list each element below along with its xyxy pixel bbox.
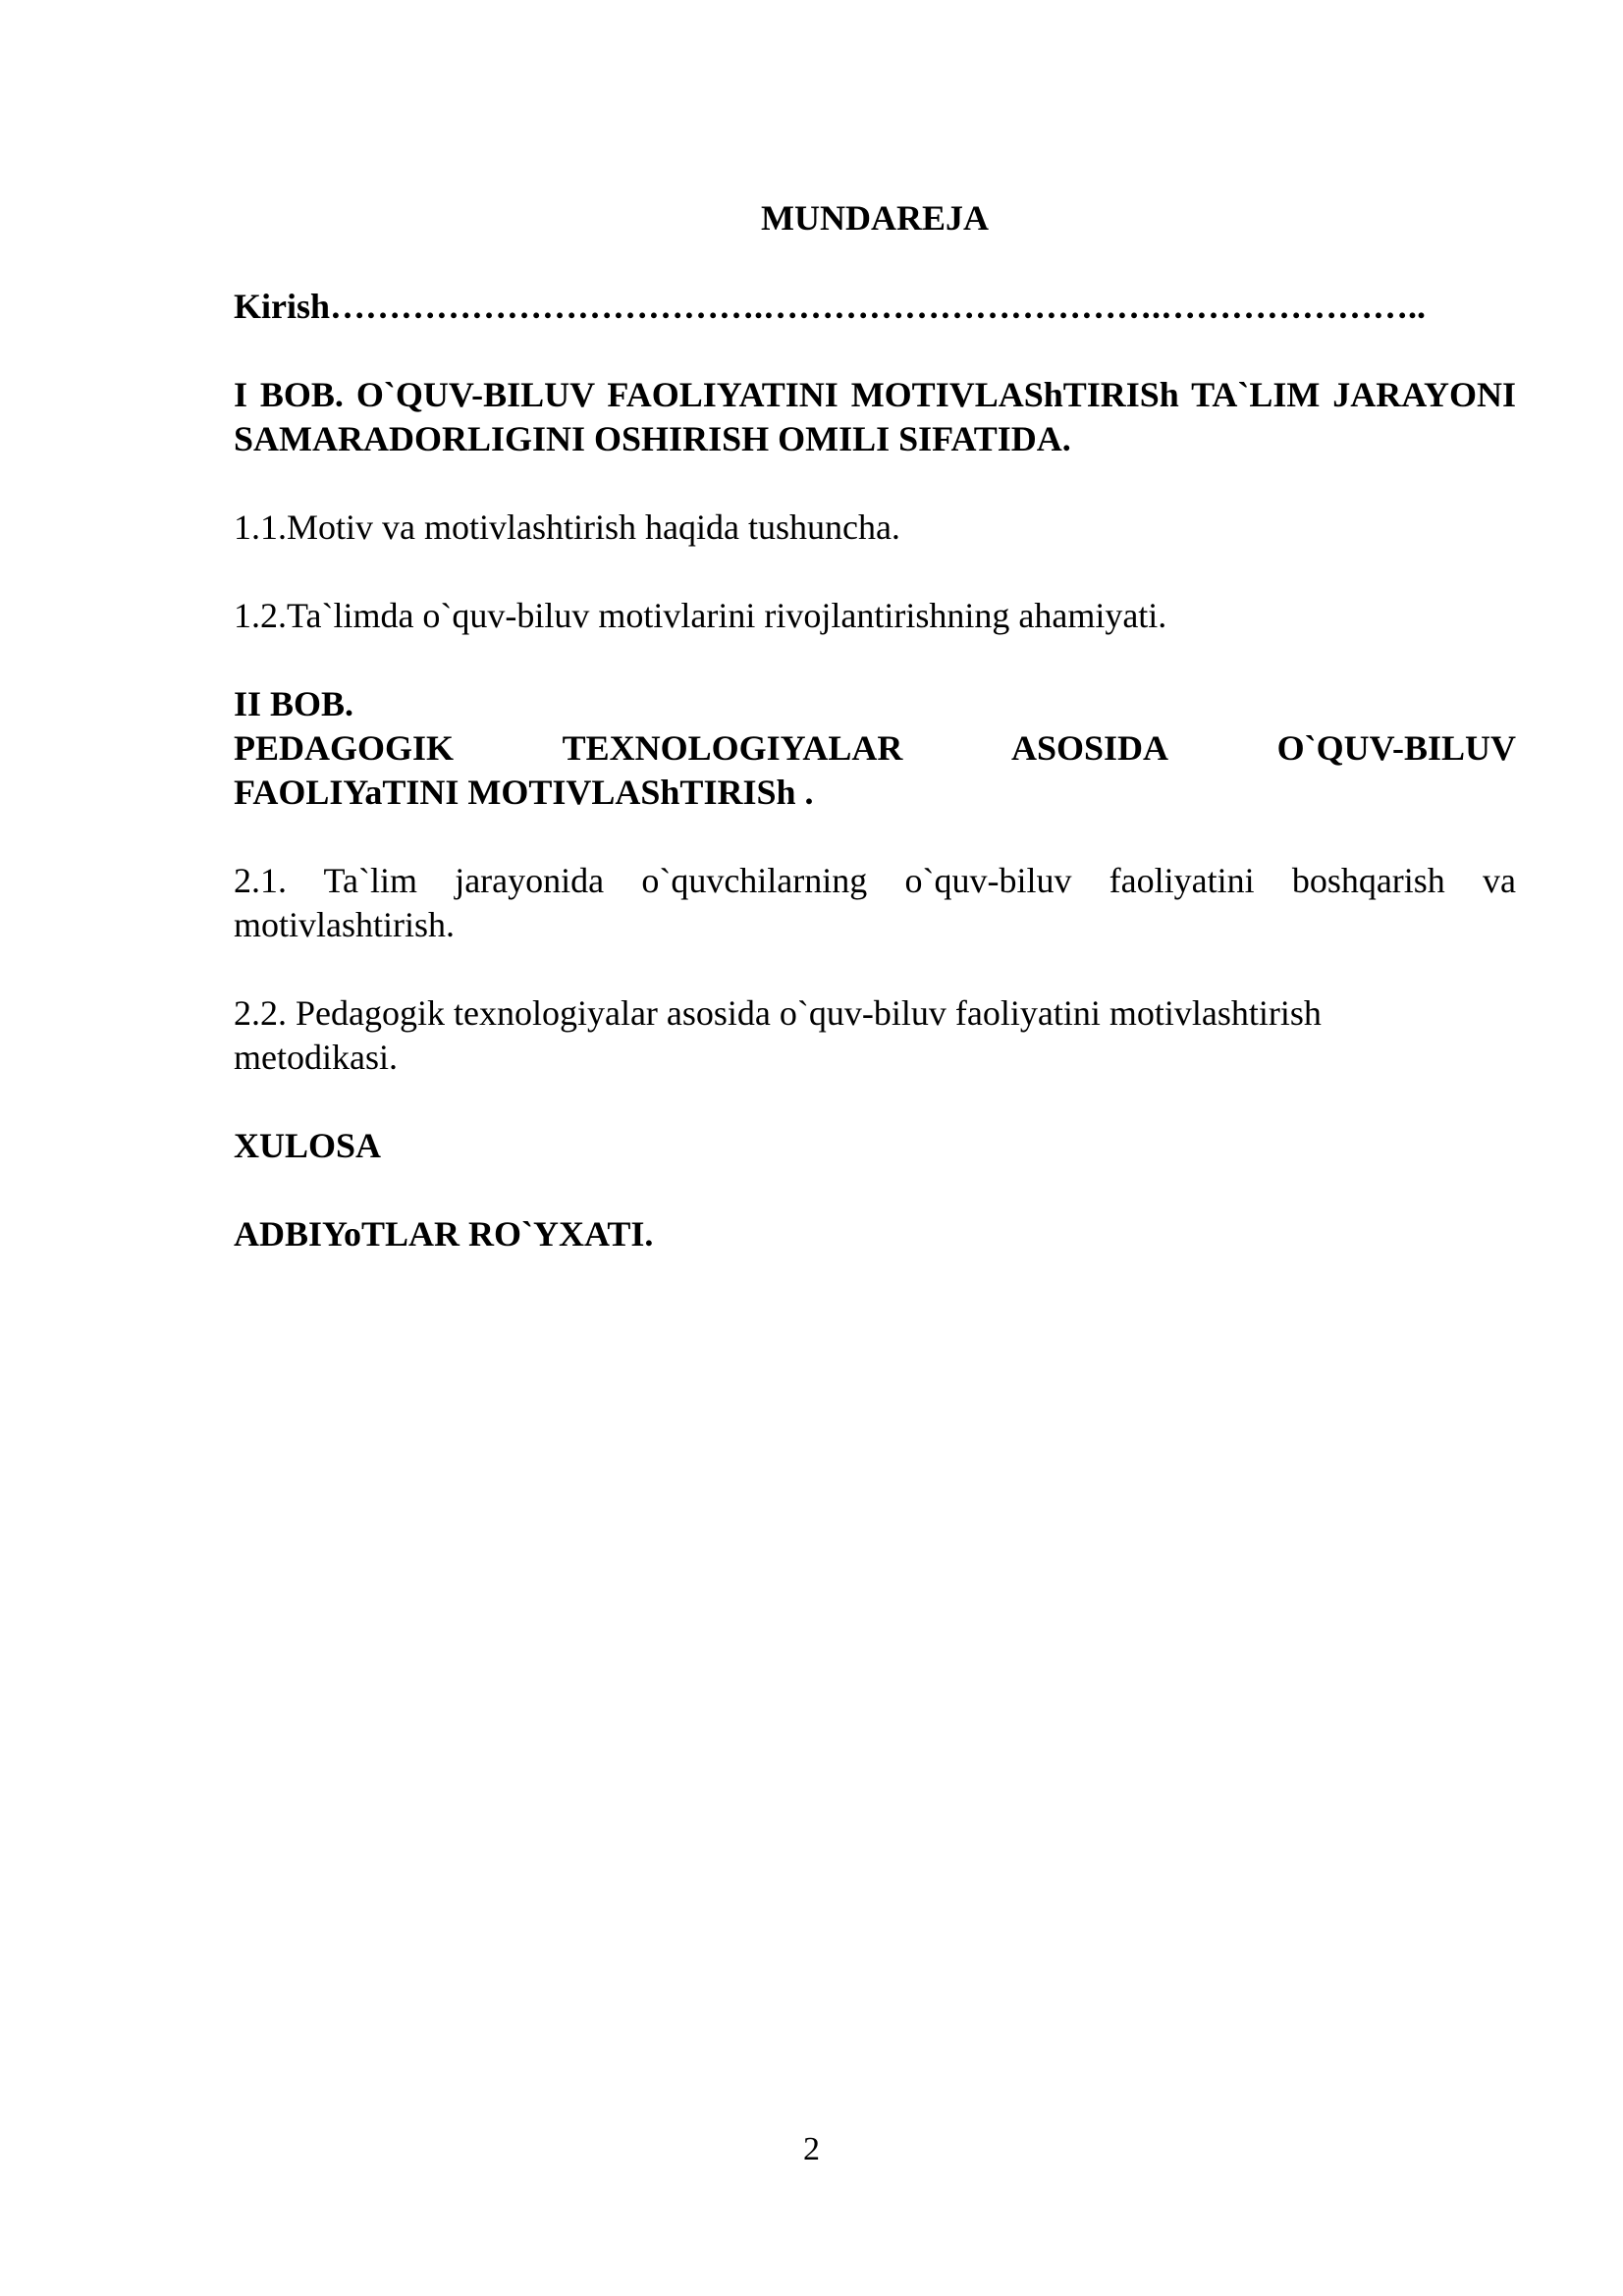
toc-chapter-2-word: O`QUV-BILUV <box>1276 728 1516 768</box>
toc-section-2-2-line1: 2.2. Pedagogik texnologiyalar asosida o`quv-biluv faoliyatini motivlashtirish <box>234 993 1322 1033</box>
toc-entry-xulosa: XULOSA <box>234 1126 382 1165</box>
table-of-contents <box>234 196 1516 1301</box>
toc-chapter-2-heading-line1 <box>234 726 1516 771</box>
toc-section-2-2 <box>234 991 1516 1080</box>
toc-section-2-2-line2: metodikasi. <box>234 1038 398 1077</box>
toc-chapter-2-word: TEXNOLOGIYALAR <box>562 728 903 768</box>
toc-chapter-2-word: PEDAGOGIK <box>234 728 455 768</box>
toc-section-2-1: 2.1. Ta`lim jarayonida o`quvchilarning o`quv-biluv faoliyatini boshqarish va motivlashtirish. <box>234 861 1516 944</box>
toc-chapter-2-word: ASOSIDA <box>1010 728 1169 768</box>
toc-chapter-2-label: II BOB. <box>234 684 354 723</box>
toc-entry-adabiyotlar: ADBIYoTLAR RO`YXATI. <box>234 1214 654 1254</box>
toc-chapter-2 <box>234 682 1516 815</box>
toc-section-1-1: 1.1.Motiv va motivlashtirish haqida tushuncha. <box>234 507 900 547</box>
toc-chapter-2-heading-line2: FAOLIYaTINI MOTIVLAShTIRISh . <box>234 773 814 812</box>
page-number: 2 <box>803 2131 820 2167</box>
toc-entry-kirish: Kirish……………………………….…………………………….………………….. <box>234 287 1427 326</box>
toc-chapter-1-heading: I BOB. O`QUV-BILUV FAOLIYATINI MOTIVLAShTIRISh TA`LIM JARAYONI SAMARADORLIGINI OSHIRISH OMILI SIFATIDA. <box>234 375 1516 458</box>
toc-section-1-2: 1.2.Ta`limda o`quv-biluv motivlarini rivojlantirishning ahamiyati. <box>234 596 1167 635</box>
document-title: MUNDAREJA <box>761 198 989 238</box>
